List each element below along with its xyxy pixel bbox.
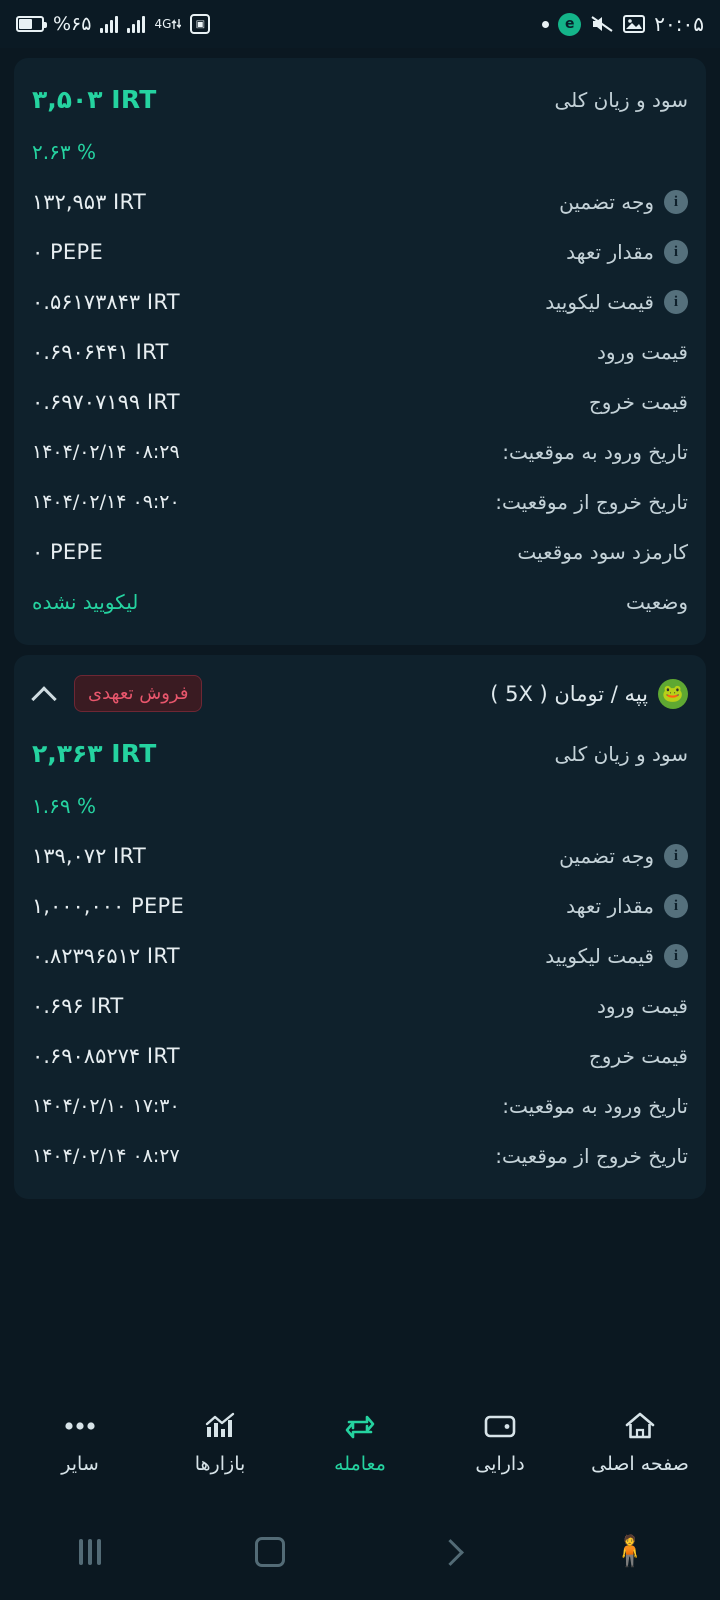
android-system-bar bbox=[0, 1504, 720, 1600]
back-icon[interactable] bbox=[360, 1541, 540, 1563]
row-label: تاریخ ورود به موقعیت: bbox=[502, 440, 688, 464]
info-icon[interactable]: i bbox=[664, 290, 688, 314]
nav-label: معامله bbox=[334, 1453, 386, 1475]
table-row bbox=[30, 1131, 690, 1181]
row-value: ۰.۶۹۰۶۴۴۱ IRT bbox=[32, 340, 169, 364]
row-value: ۱۴۰۴/۰۲/۱۴ ۰۹:۲۰ bbox=[32, 491, 180, 513]
row-label: مقدار تعهد i bbox=[566, 894, 688, 918]
row-value: ۳,۵۰۳ IRT bbox=[32, 85, 157, 114]
row-label: قیمت لیکویید i bbox=[545, 290, 688, 314]
row-label: سود و زیان کلی bbox=[554, 87, 688, 112]
row-value: ۰.۵۶۱۷۳۸۴۳ IRT bbox=[32, 290, 180, 314]
dot-icon bbox=[542, 21, 549, 28]
info-icon[interactable]: i bbox=[664, 894, 688, 918]
row-label: سود و زیان کلی bbox=[554, 741, 688, 766]
row-value: ۱۴۰۴/۰۲/۱۴ ۰۸:۲۹ bbox=[32, 441, 180, 463]
row-value: ۱۳۲,۹۵۳ IRT bbox=[32, 190, 147, 214]
table-row bbox=[30, 177, 690, 227]
wallet-icon bbox=[483, 1409, 517, 1443]
status-badge-sell: فروش تعهدی bbox=[74, 675, 202, 712]
nav-label: صفحه اصلی bbox=[591, 1453, 689, 1475]
table-row bbox=[30, 227, 690, 277]
nav-item-trade[interactable] bbox=[290, 1409, 430, 1475]
row-value: ۱۴۰۴/۰۲/۱۰ ۱۷:۳۰ bbox=[32, 1095, 180, 1117]
row-label: قیمت لیکویید i bbox=[545, 944, 688, 968]
status-bar bbox=[0, 0, 720, 48]
status-bar-clock: ۲۰:۰۵ bbox=[654, 12, 704, 36]
battery-icon bbox=[16, 16, 44, 32]
status-badge: لیکویید نشده bbox=[32, 590, 139, 614]
eitaa-icon: e bbox=[558, 13, 581, 36]
table-row bbox=[30, 72, 690, 127]
status-bar-right bbox=[542, 12, 704, 36]
table-row bbox=[30, 1081, 690, 1131]
pair-title bbox=[490, 679, 688, 709]
table-row bbox=[30, 127, 690, 177]
row-value: ۰.۶۹۷۰۷۱۹۹ IRT bbox=[32, 390, 180, 414]
info-icon[interactable]: i bbox=[664, 944, 688, 968]
row-label: وضعیت bbox=[626, 590, 688, 614]
battery-percent: %۶۵ bbox=[53, 13, 92, 35]
pepe-coin-icon: 🐸 bbox=[658, 679, 688, 709]
table-row bbox=[30, 781, 690, 831]
header-actions bbox=[32, 675, 202, 712]
row-label: تاریخ خروج از موقعیت: bbox=[495, 1144, 688, 1168]
gallery-icon bbox=[623, 15, 645, 33]
row-label: قیمت خروج bbox=[588, 1044, 688, 1068]
info-icon[interactable]: i bbox=[664, 190, 688, 214]
home-icon bbox=[623, 1409, 657, 1443]
row-value: ۰.۶۹۰۸۵۲۷۴ IRT bbox=[32, 1044, 180, 1068]
nav-label: بازارها bbox=[194, 1453, 246, 1475]
nav-item-more[interactable] bbox=[10, 1409, 150, 1475]
accessibility-icon[interactable]: 🧍 bbox=[611, 1534, 649, 1569]
chevron-up-icon[interactable] bbox=[32, 681, 58, 707]
position-card-header[interactable] bbox=[30, 669, 690, 726]
bottom-navigation bbox=[0, 1380, 720, 1504]
table-row bbox=[30, 427, 690, 477]
row-value: ۱,۰۰۰,۰۰۰ PEPE bbox=[32, 894, 185, 918]
row-label: وجه تضمین i bbox=[559, 190, 688, 214]
nav-label: دارایی bbox=[475, 1453, 525, 1475]
position-card-1[interactable] bbox=[14, 58, 706, 645]
table-row bbox=[30, 931, 690, 981]
pair-title-text: پپه / تومان ( 5X ) bbox=[490, 681, 648, 706]
row-value: ۱۳۹,۰۷۲ IRT bbox=[32, 844, 147, 868]
table-row bbox=[30, 981, 690, 1031]
row-label: مقدار تعهد i bbox=[566, 240, 688, 264]
recent-apps-icon[interactable] bbox=[0, 1539, 180, 1565]
table-row bbox=[30, 577, 690, 627]
row-label: قیمت ورود bbox=[596, 994, 688, 1018]
network-4g-icon: 4G bbox=[154, 17, 181, 31]
screenshot-icon: ▣ bbox=[190, 14, 210, 34]
row-value: ۱۴۰۴/۰۲/۱۴ ۰۸:۲۷ bbox=[32, 1145, 180, 1167]
table-row bbox=[30, 527, 690, 577]
table-row bbox=[30, 1031, 690, 1081]
home-square-icon[interactable] bbox=[180, 1537, 360, 1567]
row-value: ۲,۳۶۳ IRT bbox=[32, 739, 157, 768]
row-label: قیمت ورود bbox=[596, 340, 688, 364]
row-label: وجه تضمین i bbox=[559, 844, 688, 868]
row-label: تاریخ ورود به موقعیت: bbox=[502, 1094, 688, 1118]
row-value: ۰ PEPE bbox=[32, 540, 104, 564]
table-row bbox=[30, 327, 690, 377]
nav-label: سایر bbox=[61, 1453, 99, 1475]
row-value: ۰.۸۲۳۹۶۵۱۲ IRT bbox=[32, 944, 180, 968]
table-row bbox=[30, 377, 690, 427]
chart-icon bbox=[203, 1409, 237, 1443]
row-label: کارمزد سود موقعیت bbox=[517, 540, 688, 564]
signal-bars-icon-2 bbox=[127, 15, 145, 33]
signal-bars-icon bbox=[100, 15, 118, 33]
info-icon[interactable]: i bbox=[664, 844, 688, 868]
info-icon[interactable]: i bbox=[664, 240, 688, 264]
table-row bbox=[30, 881, 690, 931]
row-label: قیمت خروج bbox=[588, 390, 688, 414]
row-value: ۲.۶۳ % bbox=[32, 140, 96, 164]
table-row bbox=[30, 726, 690, 781]
table-row bbox=[30, 277, 690, 327]
nav-item-markets[interactable] bbox=[150, 1409, 290, 1475]
positions-list bbox=[0, 58, 720, 1199]
more-dots-icon bbox=[63, 1409, 97, 1443]
nav-item-home[interactable] bbox=[570, 1409, 710, 1475]
mute-icon bbox=[590, 14, 614, 34]
row-label: تاریخ خروج از موقعیت: bbox=[495, 490, 688, 514]
row-value: ۰ PEPE bbox=[32, 240, 104, 264]
row-value: ۱.۶۹ % bbox=[32, 794, 96, 818]
status-bar-left bbox=[16, 13, 210, 35]
table-row bbox=[30, 477, 690, 527]
table-row bbox=[30, 831, 690, 881]
swap-icon bbox=[343, 1409, 377, 1443]
nav-item-assets[interactable] bbox=[430, 1409, 570, 1475]
position-card-2[interactable] bbox=[14, 655, 706, 1199]
row-value: ۰.۶۹۶ IRT bbox=[32, 994, 124, 1018]
